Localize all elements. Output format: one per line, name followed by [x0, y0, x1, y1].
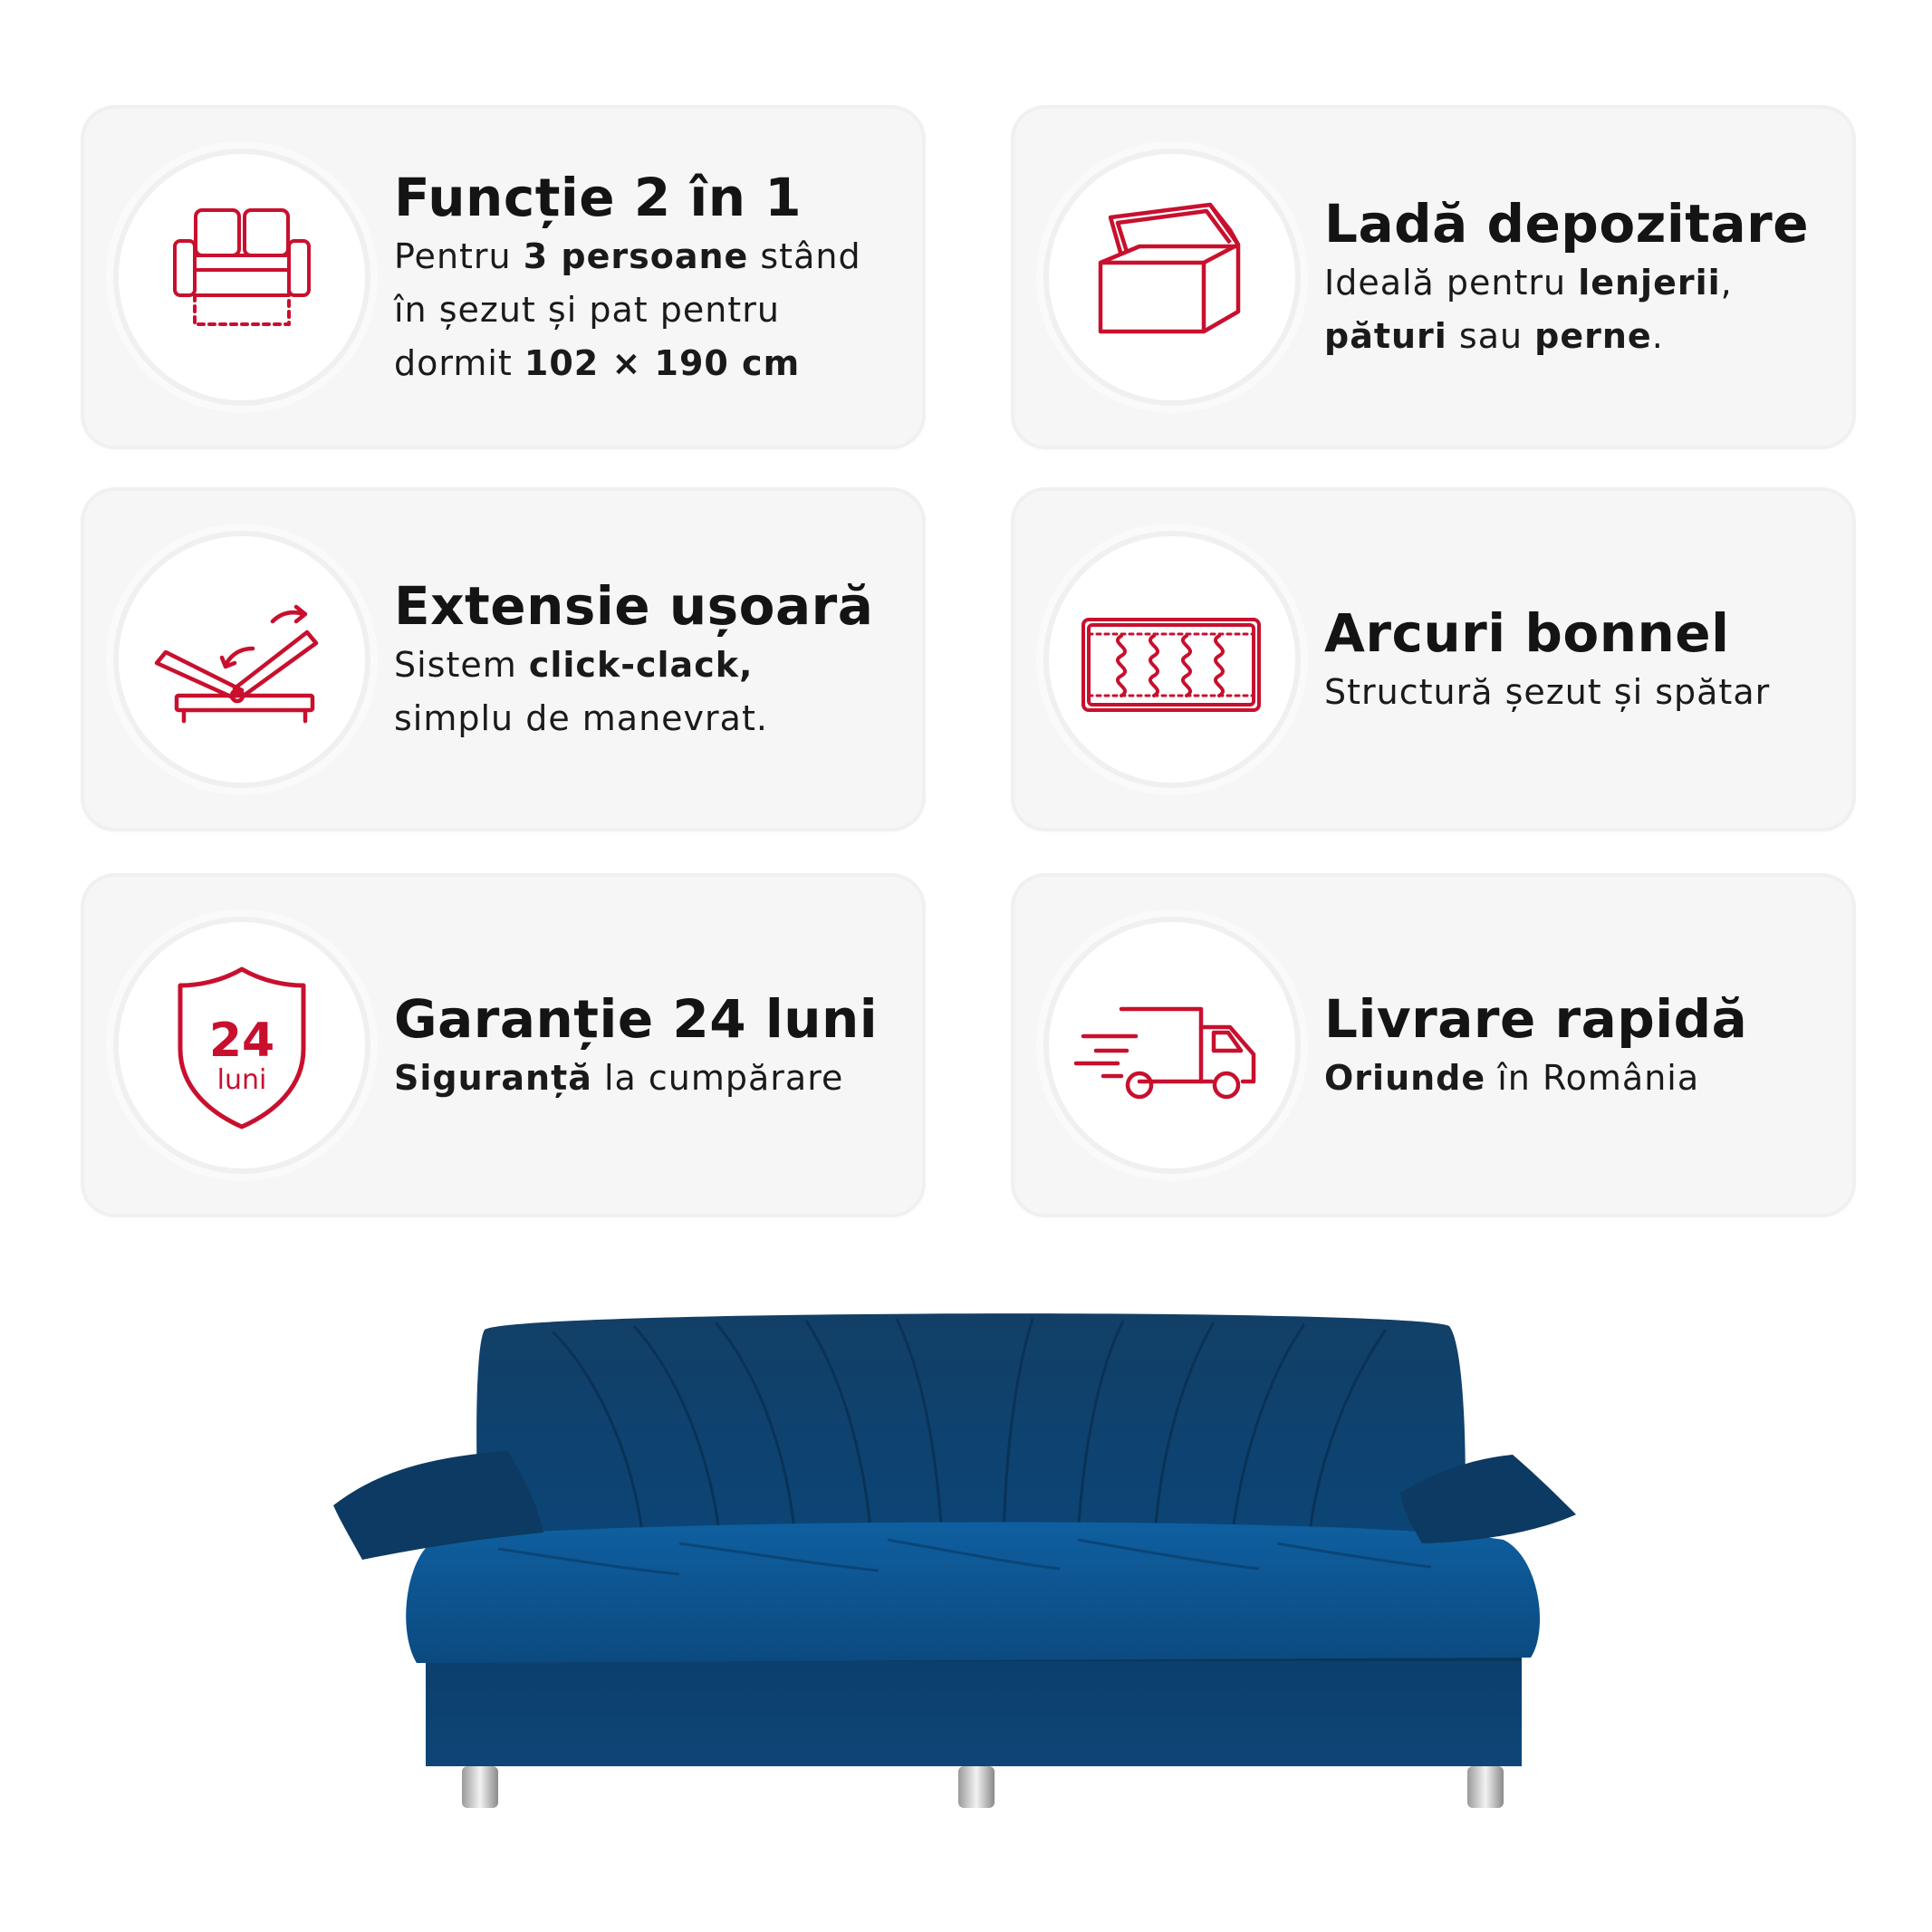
warranty-shield-icon — [119, 922, 365, 1168]
feature-description — [1324, 1052, 1834, 1105]
description-line — [394, 692, 904, 745]
product-image-sofa — [299, 1232, 1630, 1848]
description-highlight: pături — [1324, 316, 1447, 356]
bonnell-springs-icon — [1049, 536, 1295, 783]
sofa-illustration — [299, 1232, 1630, 1848]
feature-card-extension — [84, 491, 922, 828]
feature-card-delivery — [1014, 877, 1852, 1214]
feature-card-springs — [1014, 491, 1852, 828]
description-line — [394, 639, 904, 692]
description-line — [394, 230, 904, 284]
description-highlight: 102 × 190 cm — [524, 342, 801, 383]
description-text: în România — [1485, 1057, 1700, 1098]
description-text: dormit — [394, 342, 524, 383]
description-text: Pentru — [394, 235, 524, 276]
description-line — [1324, 1052, 1834, 1105]
feature-description — [1324, 666, 1834, 719]
icon-badge — [1049, 922, 1295, 1168]
sofa-bed-icon — [119, 154, 365, 400]
description-text: Sistem — [394, 645, 529, 685]
feature-description — [394, 639, 904, 745]
description-highlight: 3 persoane — [523, 235, 749, 276]
description-line — [1324, 310, 1834, 363]
feature-title: Livrare rapidă — [1324, 987, 1748, 1050]
feature-title: Ladă depozitare — [1324, 193, 1810, 255]
icon-badge — [119, 922, 365, 1168]
icon-badge — [119, 154, 365, 400]
icon-badge — [1049, 154, 1295, 400]
feature-title: Extensie ușoară — [394, 575, 874, 637]
description-line — [1324, 666, 1834, 719]
description-text: Ideală pentru — [1324, 263, 1579, 303]
description-text: sau — [1447, 316, 1535, 356]
feature-description — [394, 230, 904, 390]
description-line — [394, 337, 904, 390]
feature-card-2-in-1 — [84, 109, 922, 446]
description-highlight: click-clack, — [528, 645, 754, 685]
description-text: , — [1720, 263, 1733, 303]
description-line — [394, 1052, 904, 1105]
icon-badge — [119, 536, 365, 783]
description-text: în șezut și pat pentru — [394, 289, 780, 330]
feature-title: Garanție 24 luni — [394, 987, 879, 1050]
description-line — [394, 284, 904, 337]
description-text: . — [1651, 316, 1664, 356]
description-line — [1324, 256, 1834, 310]
description-highlight: perne — [1534, 316, 1652, 356]
description-highlight: Siguranță — [394, 1057, 592, 1098]
description-text: simplu de manevrat. — [394, 698, 768, 738]
click-clack-mechanism-icon — [119, 536, 365, 783]
storage-box-icon — [1049, 154, 1295, 400]
warranty-number: 24 — [208, 1014, 275, 1068]
icon-badge — [1049, 536, 1295, 783]
feature-card-storage — [1014, 109, 1852, 446]
description-text: stând — [748, 235, 861, 276]
delivery-truck-icon — [1049, 922, 1295, 1168]
description-highlight: lenjerii — [1578, 263, 1721, 303]
feature-title: Funcție 2 în 1 — [394, 166, 803, 228]
feature-description — [1324, 256, 1834, 363]
feature-title: Arcuri bonnel — [1324, 601, 1730, 664]
feature-card-warranty — [84, 877, 922, 1214]
description-text: Structură șezut și spătar — [1324, 671, 1771, 712]
description-text: la cumpărare — [591, 1057, 844, 1098]
description-highlight: Oriunde — [1324, 1057, 1486, 1098]
warranty-unit: luni — [216, 1064, 267, 1096]
feature-description — [394, 1052, 904, 1105]
